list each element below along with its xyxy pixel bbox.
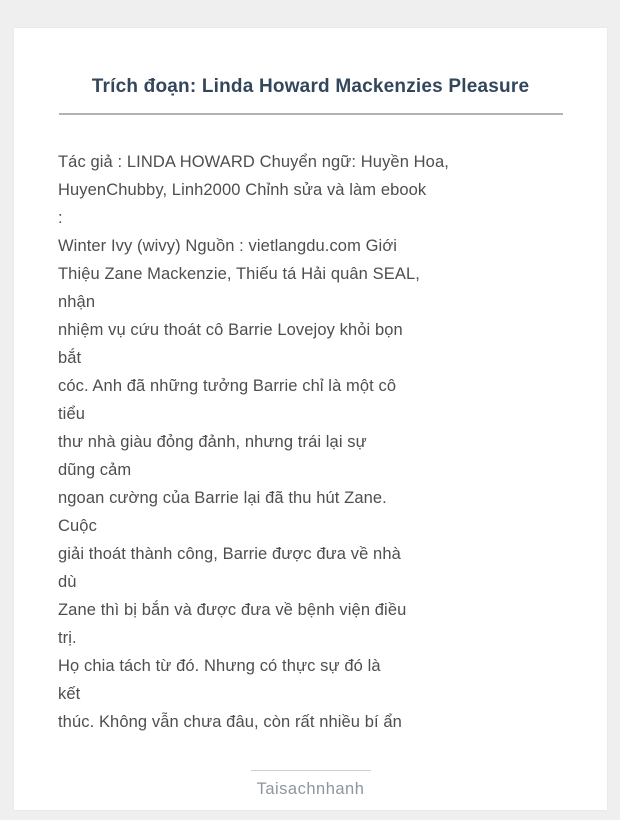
text-line: : — [58, 209, 63, 227]
text-line: thúc. Không vẫn chưa đâu, còn rất nhiều bí ẩn — [58, 713, 402, 731]
footer-brand: Taisachnhanh — [256, 780, 365, 798]
text-line: Thiệu Zane Mackenzie, Thiếu tá Hải quân SEAL, — [58, 265, 420, 283]
text-line: kết — [58, 685, 81, 703]
text-line: Cuộc — [58, 517, 97, 535]
text-line: Winter Ivy (wivy) Nguồn : vietlangdu.com Giới — [58, 237, 398, 255]
text-line: giải thoát thành công, Barrie được đưa về nhà — [58, 545, 401, 563]
text-line: tiểu — [58, 405, 86, 423]
text-line: thư nhà giàu đỏng đảnh, nhưng trái lại sự — [58, 433, 367, 451]
text-line: ngoan cường của Barrie lại đã thu hút Zane. — [58, 489, 387, 507]
text-line: Tác giả : LINDA HOWARD Chuyển ngữ: Huyền Hoa, — [58, 153, 449, 171]
footer-divider — [251, 770, 371, 771]
text-line: trị. — [58, 629, 77, 647]
text-line: nhiệm vụ cứu thoát cô Barrie Lovejoy khỏi bọn — [58, 321, 403, 339]
title-divider — [59, 113, 563, 115]
text-line: Họ chia tách từ đó. Nhưng có thực sự đó là — [58, 657, 381, 675]
text-line: Zane thì bị bắn và được đưa về bệnh viện điều — [58, 601, 407, 619]
page-title: Trích đoạn: Linda Howard Mackenzies Pleasure — [91, 76, 530, 97]
document-card — [14, 28, 607, 810]
text-line: nhận — [58, 293, 96, 311]
excerpt-text — [14, 148, 607, 736]
text-line: dũng cảm — [58, 461, 132, 479]
text-line: bắt — [58, 349, 82, 367]
page-footer — [14, 770, 607, 810]
text-line: HuyenChubby, Linh2000 Chỉnh sửa và làm ebook — [58, 181, 427, 199]
text-line: dù — [58, 573, 77, 591]
text-line: cóc. Anh đã những tưởng Barrie chỉ là một cô — [58, 377, 397, 395]
